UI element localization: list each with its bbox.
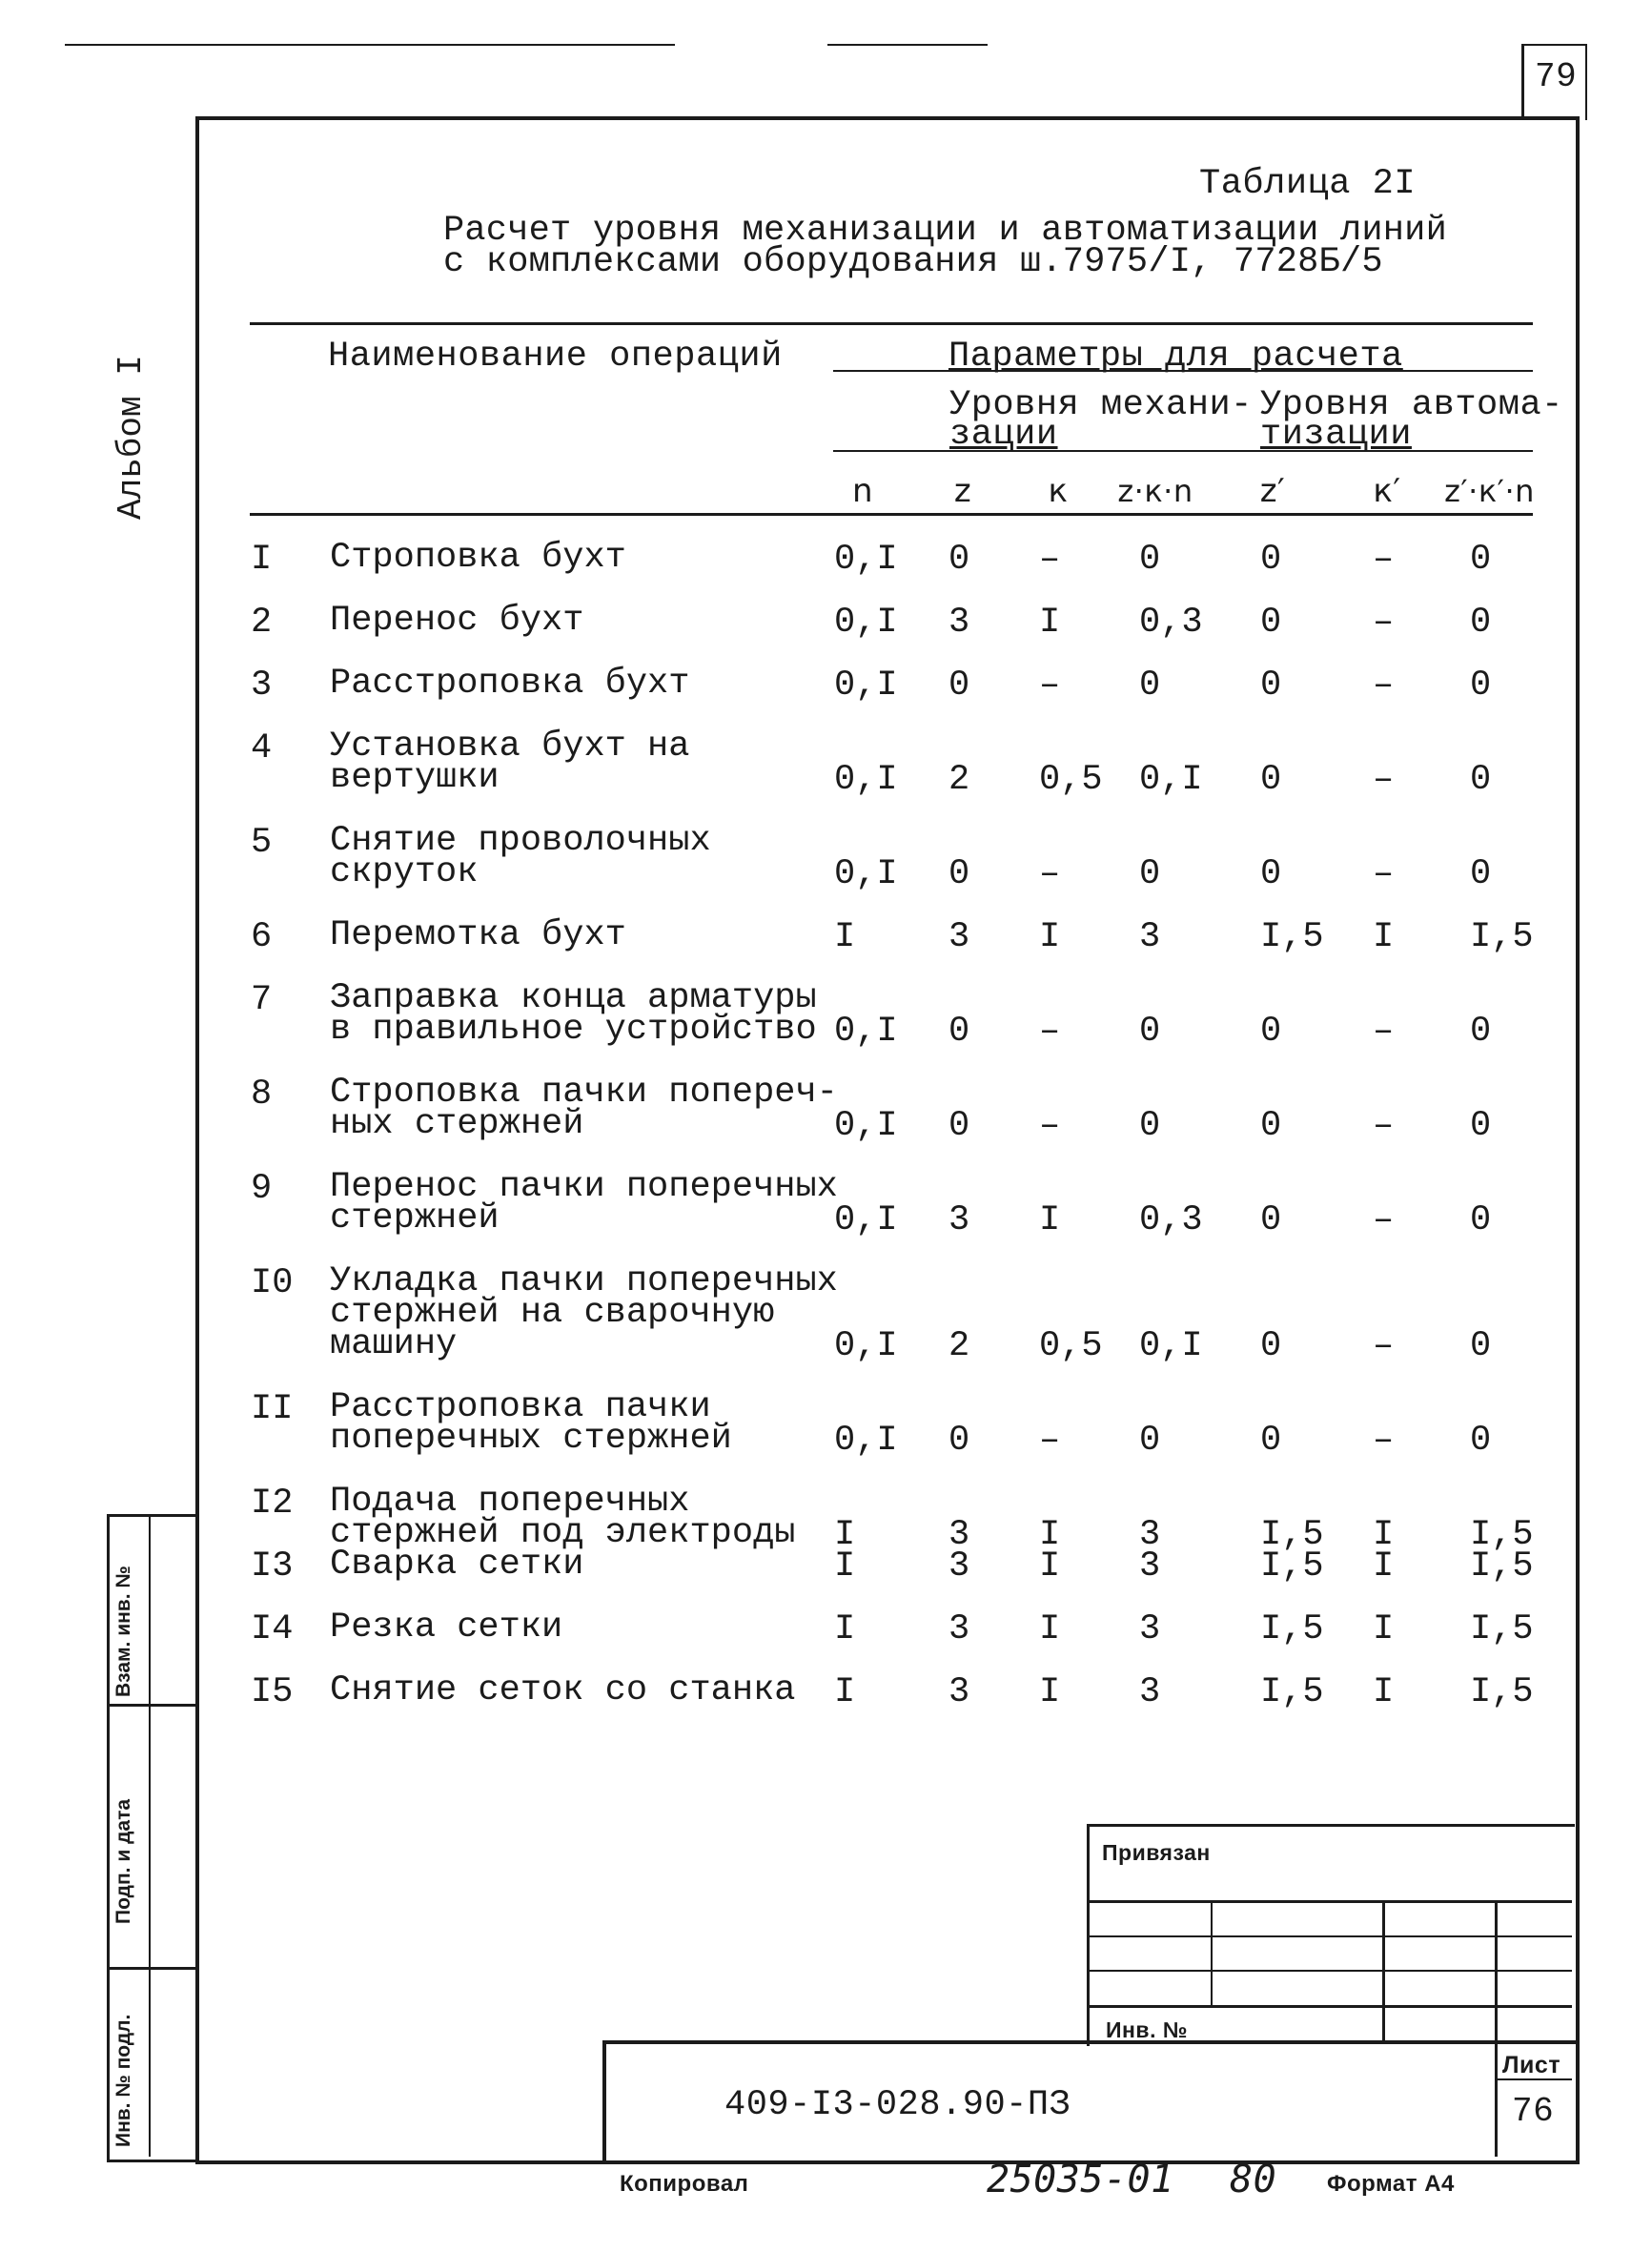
cell-z: 3 <box>948 917 970 957</box>
cell-z2k2n: 0 <box>1470 1326 1492 1366</box>
cell-z2k2n: I,5 <box>1470 1515 1534 1555</box>
col-zkn: z·к·n <box>1117 473 1193 509</box>
top-rule-left <box>65 44 675 46</box>
operation-name: Расстроповка бухт <box>330 664 690 704</box>
cell-k2: – <box>1373 1421 1395 1461</box>
cell-z: 0 <box>948 1012 970 1052</box>
row-number: 3 <box>251 665 273 706</box>
cell-zkn: 0 <box>1139 1012 1161 1052</box>
cell-z: 3 <box>948 603 970 643</box>
cell-n: 0,I <box>834 603 898 643</box>
table-label: Таблица 2I <box>1199 164 1417 204</box>
cell-z2: I,5 <box>1260 917 1324 957</box>
row-number: I0 <box>251 1263 294 1303</box>
operation-name <box>330 978 817 1050</box>
operation-name-line: поперечных стержней <box>330 1419 732 1459</box>
side-stamp-inv: Инв. № подл. <box>112 2014 134 2147</box>
cell-z2: I,5 <box>1260 1609 1324 1649</box>
operation-name <box>330 727 690 798</box>
album-label: Альбом I <box>112 355 151 520</box>
cell-k2: – <box>1373 540 1395 580</box>
cell-zkn: 3 <box>1139 1546 1161 1587</box>
footer-copied: Копировал <box>620 2171 749 2197</box>
stamp-row4 <box>1087 2005 1572 2008</box>
cell-z2k2n: 0 <box>1470 665 1492 706</box>
row-number: 7 <box>251 980 273 1020</box>
cell-k: I <box>1039 917 1061 957</box>
row-number: 9 <box>251 1169 273 1209</box>
cell-z2k2n: 0 <box>1470 603 1492 643</box>
row-number: II <box>251 1389 294 1429</box>
side-stamp-sep1 <box>107 1704 195 1707</box>
col-z-prime: z′ <box>1259 472 1286 510</box>
cell-k: 0,5 <box>1039 760 1103 800</box>
col-z-prime-k-prime-n: z′·к′·n <box>1444 473 1535 509</box>
row-number: 2 <box>251 603 273 643</box>
row-number: 8 <box>251 1075 273 1115</box>
cell-z2k2n: 0 <box>1470 1421 1492 1461</box>
cell-z2: 0 <box>1260 665 1282 706</box>
side-stamp-sep2 <box>107 1967 195 1970</box>
row-number: I3 <box>251 1546 294 1587</box>
cell-z2k2n: I,5 <box>1470 1609 1534 1649</box>
cell-z: 2 <box>948 1326 970 1366</box>
cell-z: 3 <box>948 1515 970 1555</box>
stamp-row2 <box>1087 1935 1572 1937</box>
cell-z: 2 <box>948 760 970 800</box>
cell-z2: I,5 <box>1260 1672 1324 1712</box>
operation-name-line: скруток <box>330 852 479 892</box>
stamp-col3 <box>1495 1900 1498 2043</box>
row-number: I2 <box>251 1484 294 1524</box>
footer-order-page: 80 <box>1230 2158 1277 2201</box>
cell-zkn: 0,I <box>1139 1326 1203 1366</box>
cell-k2: I <box>1373 1609 1395 1649</box>
col-n: n <box>851 472 874 510</box>
operation-name <box>330 1387 732 1459</box>
cell-z2: I,5 <box>1260 1546 1324 1587</box>
top-rule-right <box>827 44 988 46</box>
row-number: 4 <box>251 728 273 768</box>
operation-name <box>330 1261 838 1364</box>
col-z: z <box>953 472 972 510</box>
cell-n: I <box>834 1672 856 1712</box>
cell-z: 0 <box>948 1106 970 1146</box>
cell-zkn: 0,3 <box>1139 603 1203 643</box>
cell-n: 0,I <box>834 1200 898 1240</box>
stamp-col2 <box>1382 1900 1385 2043</box>
operation-name-line: в правильное устройство <box>330 1010 817 1050</box>
operation-name-line: Снятие проволочных <box>330 821 711 861</box>
operation-name: Резка сетки <box>330 1607 563 1648</box>
title-line2: с комплексами оборудования ш.7975/I, 7728Б/5 <box>443 242 1383 282</box>
cell-zkn: 0 <box>1139 540 1161 580</box>
operation-name: Перенос бухт <box>330 601 584 641</box>
row-number: I4 <box>251 1609 294 1649</box>
row-number: 6 <box>251 917 273 957</box>
cell-n: 0,I <box>834 665 898 706</box>
cell-z: 3 <box>948 1609 970 1649</box>
cell-zkn: 0 <box>1139 854 1161 894</box>
cell-z2k2n: I,5 <box>1470 1546 1534 1587</box>
cell-k: – <box>1039 540 1061 580</box>
cell-k: – <box>1039 1106 1061 1146</box>
col-k-prime: к′ <box>1373 472 1401 510</box>
cell-k2: – <box>1373 854 1395 894</box>
operation-name-line: Перенос пачки поперечных <box>330 1167 838 1207</box>
stamp-list-number: 76 <box>1512 2092 1555 2131</box>
cell-z2: 0 <box>1260 540 1282 580</box>
cell-z: 0 <box>948 854 970 894</box>
cell-z2k2n: I,5 <box>1470 917 1534 957</box>
stamp-list-divider <box>1495 2040 1498 2157</box>
title-line1: Расчет уровня механизации и автоматизации линий <box>443 211 1447 251</box>
cell-z: 3 <box>948 1672 970 1712</box>
side-stamp-vzam: Взам. инв. № <box>112 1566 134 1697</box>
cell-n: I <box>834 1609 856 1649</box>
cell-k2: I <box>1373 1672 1395 1712</box>
cell-zkn: 3 <box>1139 1672 1161 1712</box>
cell-k2: – <box>1373 665 1395 706</box>
cell-n: I <box>834 917 856 957</box>
operation-name-line: ных стержней <box>330 1104 584 1144</box>
row-number: I5 <box>251 1672 294 1712</box>
cell-z: 3 <box>948 1546 970 1587</box>
cell-k2: – <box>1373 1326 1395 1366</box>
cell-z2: 0 <box>1260 1326 1282 1366</box>
header-params: Параметры для расчета <box>948 337 1403 377</box>
cell-zkn: 3 <box>1139 1609 1161 1649</box>
cell-zkn: 0,3 <box>1139 1200 1203 1240</box>
cell-k: I <box>1039 603 1061 643</box>
row-number: I <box>251 540 273 580</box>
cell-n: 0,I <box>834 854 898 894</box>
cell-zkn: 3 <box>1139 917 1161 957</box>
header-bottom-rule <box>250 513 1533 516</box>
stamp-row3 <box>1087 1970 1572 1972</box>
cell-k: – <box>1039 1421 1061 1461</box>
cell-n: 0,I <box>834 540 898 580</box>
cell-k2: – <box>1373 760 1395 800</box>
cell-k2: – <box>1373 1200 1395 1240</box>
cell-n: 0,I <box>834 1326 898 1366</box>
operation-name: Перемотка бухт <box>330 915 626 955</box>
operation-name-line: стержней <box>330 1198 500 1239</box>
operation-name-line: машину <box>330 1324 458 1364</box>
stamp-code: 409-I3-028.90-ПЗ <box>724 2085 1071 2125</box>
cell-z2: 0 <box>1260 1106 1282 1146</box>
cell-z2k2n: 0 <box>1470 760 1492 800</box>
cell-n: 0,I <box>834 1106 898 1146</box>
cell-k: I <box>1039 1200 1061 1240</box>
cell-n: 0,I <box>834 1012 898 1052</box>
cell-z2: 0 <box>1260 854 1282 894</box>
cell-n: I <box>834 1546 856 1587</box>
cell-z2: 0 <box>1260 1421 1282 1461</box>
stamp-privyazan: Привязан <box>1102 1840 1211 1865</box>
cell-z2k2n: I,5 <box>1470 1672 1534 1712</box>
cell-k: I <box>1039 1546 1061 1587</box>
cell-n: I <box>834 1515 856 1555</box>
cell-z2k2n: 0 <box>1470 1200 1492 1240</box>
cell-k: – <box>1039 854 1061 894</box>
operation-name <box>330 1073 838 1144</box>
cell-z2k2n: 0 <box>1470 1106 1492 1146</box>
operation-name <box>330 1167 838 1239</box>
cell-z: 0 <box>948 540 970 580</box>
header-auto: Уровня автома- <box>1260 385 1563 425</box>
operation-name-line: вертушки <box>330 758 500 798</box>
cell-z2k2n: 0 <box>1470 1012 1492 1052</box>
cell-zkn: 0,I <box>1139 760 1203 800</box>
stamp-list-label: Лист <box>1502 2052 1561 2078</box>
header-operations: Наименование операций <box>328 337 783 377</box>
operation-name: Строповка бухт <box>330 538 626 578</box>
cell-k2: I <box>1373 1515 1395 1555</box>
cell-z2: 0 <box>1260 603 1282 643</box>
side-stamp-podp: Подп. и дата <box>112 1798 134 1924</box>
cell-k: 0,5 <box>1039 1326 1103 1366</box>
operation-name-line: Установка бухт на <box>330 727 690 767</box>
subgroup-rule <box>833 450 1533 452</box>
cell-k2: – <box>1373 603 1395 643</box>
operation-name <box>330 821 711 892</box>
operation-name-line: Заправка конца арматуры <box>330 978 817 1018</box>
row-number: 5 <box>251 823 273 863</box>
cell-k: – <box>1039 665 1061 706</box>
cell-z: 0 <box>948 665 970 706</box>
cell-zkn: 0 <box>1139 665 1161 706</box>
cell-z: 0 <box>948 1421 970 1461</box>
header-mech-2: зации <box>949 415 1058 455</box>
operation-name-line: стержней под электроды <box>330 1513 796 1553</box>
stamp-row1 <box>1087 1900 1572 1903</box>
cell-zkn: 0 <box>1139 1421 1161 1461</box>
cell-k2: I <box>1373 917 1395 957</box>
cell-k: I <box>1039 1609 1061 1649</box>
operation-name: Сварка сетки <box>330 1545 584 1585</box>
cell-n: 0,I <box>834 760 898 800</box>
cell-zkn: 0 <box>1139 1106 1161 1146</box>
cell-k: I <box>1039 1672 1061 1712</box>
side-stamp-divider <box>149 1514 151 2157</box>
cell-z2: 0 <box>1260 1200 1282 1240</box>
stamp-col1 <box>1211 1900 1213 2005</box>
cell-z: 3 <box>948 1200 970 1240</box>
operation-name-line: Расстроповка пачки <box>330 1387 711 1427</box>
page-number: 79 <box>1535 57 1578 96</box>
operation-name-line: стержней на сварочную <box>330 1293 775 1333</box>
operation-name-line: Подача поперечных <box>330 1482 690 1522</box>
cell-z2k2n: 0 <box>1470 854 1492 894</box>
header-mech: Уровня механи- <box>949 385 1253 425</box>
cell-z2: I,5 <box>1260 1515 1324 1555</box>
cell-k2: – <box>1373 1106 1395 1146</box>
table-top-rule <box>250 322 1533 325</box>
cell-z2: 0 <box>1260 760 1282 800</box>
cell-k2: – <box>1373 1012 1395 1052</box>
col-k: к <box>1048 472 1069 510</box>
footer-order: 25035-01 <box>987 2158 1174 2201</box>
cell-k2: I <box>1373 1546 1395 1587</box>
operation-name-line: Укладка пачки поперечных <box>330 1261 838 1301</box>
cell-zkn: 3 <box>1139 1515 1161 1555</box>
cell-k: I <box>1039 1515 1061 1555</box>
operation-name <box>330 1482 796 1553</box>
cell-k: – <box>1039 1012 1061 1052</box>
header-auto-2: тизации <box>1260 415 1412 455</box>
cell-n: 0,I <box>834 1421 898 1461</box>
operation-name-line: Строповка пачки попереч- <box>330 1073 838 1113</box>
cell-z2: 0 <box>1260 1012 1282 1052</box>
stamp-inv-no: Инв. № <box>1106 2017 1188 2042</box>
cell-z2k2n: 0 <box>1470 540 1492 580</box>
footer-format: Формат А4 <box>1327 2171 1455 2197</box>
operation-name: Снятие сеток со станка <box>330 1670 796 1710</box>
